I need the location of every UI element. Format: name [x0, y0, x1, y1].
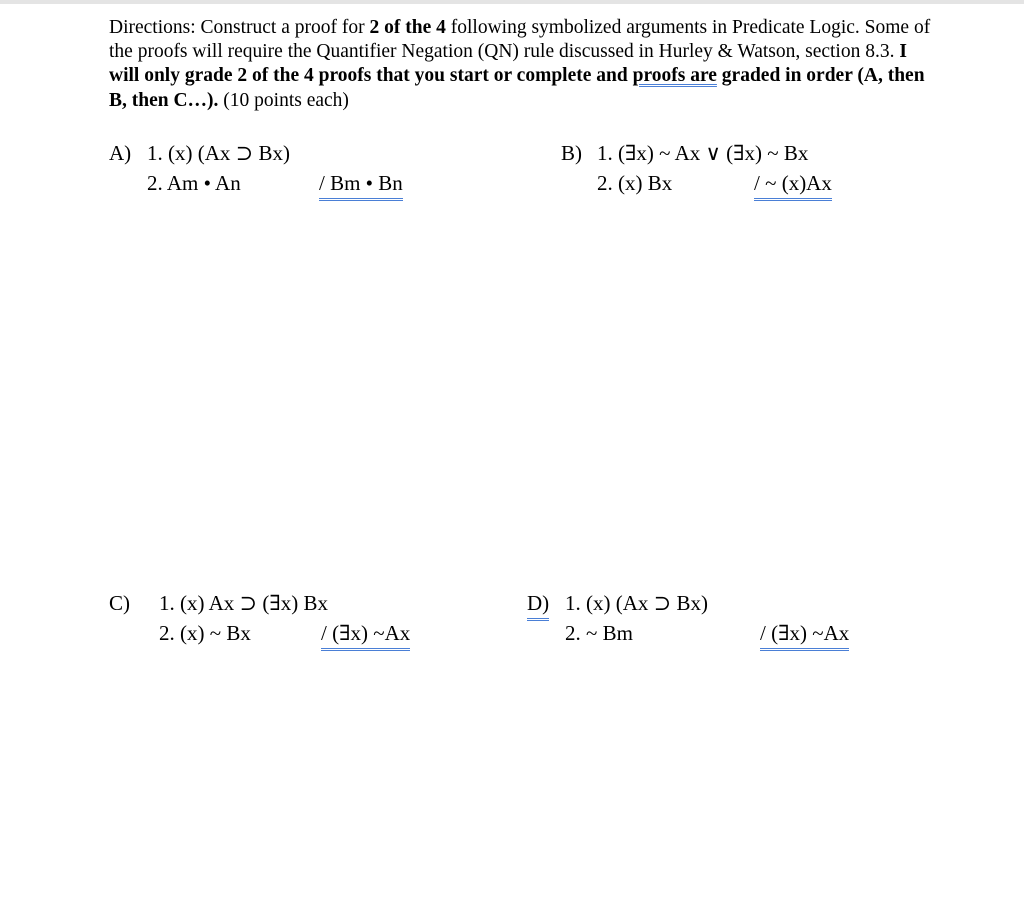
- problem-c-premise-1: 1. (x) Ax ⊃ (∃x) Bx: [159, 591, 328, 615]
- problem-c-conclusion: / (∃x) ~Ax: [321, 618, 410, 651]
- problem-c-premise-2: 2. (x) ~ Bx: [159, 621, 251, 645]
- problem-b-conclusion: / ~ (x)Ax: [754, 168, 832, 201]
- problem-d-label: D): [527, 588, 549, 621]
- top-border: [0, 0, 1024, 4]
- directions-bold-grade: I will only grade 2 of the 4 proofs that you start or complete and: [109, 41, 907, 87]
- problem-d-premise-1: 1. (x) (Ax ⊃ Bx): [565, 591, 708, 615]
- problem-b-label: B): [561, 141, 582, 165]
- directions-bold-count: 2 of the 4: [369, 17, 446, 38]
- directions-text-points: (10 points each): [218, 89, 349, 111]
- problem-b-premise-1: 1. (∃x) ~ Ax ∨ (∃x) ~ Bx: [597, 141, 809, 165]
- problem-d-premise-2: 2. ~ Bm: [565, 621, 633, 645]
- problem-b: [561, 138, 941, 208]
- problem-d: [527, 588, 927, 658]
- problem-c: [109, 588, 509, 658]
- problem-a: [109, 138, 509, 208]
- directions-text-2: following symbolized arguments in Predicate Logic. Some of the proofs will require the Quantifier Negation (QN) rule discussed in Hurley & Watson, section 8.3.: [109, 17, 931, 63]
- problem-d-conclusion: / (∃x) ~Ax: [760, 618, 849, 651]
- problem-a-conclusion: / Bm • Bn: [319, 168, 403, 201]
- problem-a-label: A): [109, 141, 132, 165]
- problem-a-premise-2: 2. Am • An: [147, 171, 241, 195]
- problem-a-premise-1: 1. (x) (Ax ⊃ Bx): [147, 141, 290, 165]
- directions-bold-order: graded in order (A, then B, then C…).: [109, 65, 925, 111]
- directions-paragraph: [109, 16, 939, 113]
- directions-bold-proofs-are: proofs are: [632, 65, 717, 87]
- problem-b-premise-2: 2. (x) Bx: [597, 171, 673, 195]
- problem-c-label: C): [109, 591, 130, 615]
- directions-text-1: Directions: Construct a proof for: [109, 17, 370, 38]
